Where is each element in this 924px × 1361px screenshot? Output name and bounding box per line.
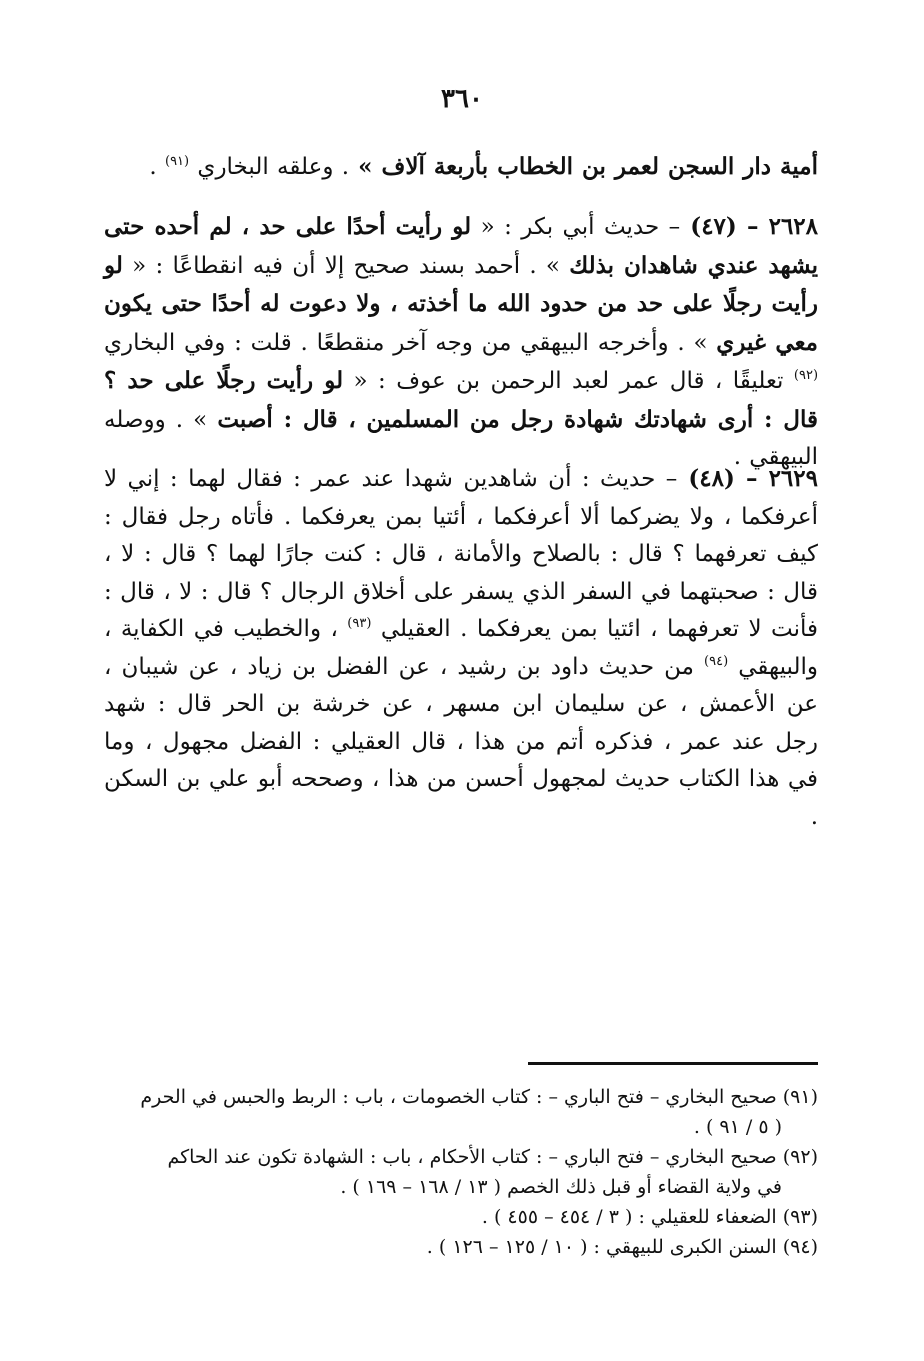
bold-text-run: ٢٦٢٨ – (٤٧) [680,213,819,240]
footnote-reference[interactable]: (٩١) [165,154,190,169]
footnote-text: (٩٣) الضعفاء للعقيلي : ( ٣ / ٤٥٤ – ٤٥٥ ) . [481,1206,818,1228]
footnote-continuation: في ولاية القضاء أو قبل ذلك الخصم ( ١٣ / ١٦٨ – ١٦٩ ) . [340,1176,782,1198]
bold-text-run: ٢٦٢٩ – (٤٨) [677,465,818,492]
paragraph-hadith-2629 [104,460,818,836]
text-run: . وعلقه البخاري [189,154,350,180]
footnote-reference[interactable]: (٩٤) [704,653,729,669]
text-run: – حديث أبي بكر : « [471,214,681,240]
footnote-reference[interactable]: (٩٣) [347,616,372,631]
footnote-91 [104,1082,818,1142]
text-run: من حديث داود بن رشيد ، عن الفضل بن زياد ، عن شيبان ، عن الأعمش ، عن سليمان ابن مسهر ، عن خرشة بن الحر قال : شهد رجل عند عمر ، فذكره أتم من هذا ، قال العقيلي : الفضل مجهول ، وما في هذا الكتاب حديث لمجهول أحسن من هذا ، وصححه أبو علي بن السكن . [104,653,818,830]
footnotes [104,1082,818,1262]
footnote-separator [528,1062,818,1065]
text-run: » . وأخرجه البيهقي من وجه آخر منقطعًا . قلت : وفي البخاري [104,329,717,356]
footnote-text: (٩٢) صحيح البخاري – فتح الباري – : كتاب الأحكام ، باب : الشهادة تكون عند الحاكم [167,1146,818,1168]
text-run: » . ووصله البيهقي . [104,406,818,470]
bold-text-run: لو رأيت رجلًا على حد من حدود الله ما أخذته ، ولا دعوت له أحدًا حتى يكون معي غيري [104,251,818,356]
page-number: ٣٦٠ [441,84,483,114]
footnote-text: (٩١) صحيح البخاري – فتح الباري – : كتاب الخصومات ، باب : الربط والحبس في الحرم [140,1086,818,1108]
text-run: . [149,154,165,180]
text-run: ، والخطيب في الكفاية ، والبيهقي [104,616,819,680]
bold-text-run: لو رأيت أحدًا على حد ، لم أحده حتى يشهد عندي شاهدان بذلك [104,213,818,279]
footnote-reference[interactable]: (٩٢) [793,368,819,383]
text-run: – حديث : أن شاهدين شهدا عند عمر : فقال لهما : إني لا أعرفكما ، ولا يضركما ألا أعرفكما ، أئتيا بمن يعرفكما . فأتاه رجل فقال : كيف تعرفهما ؟ قال : بالصلاح والأمانة ، قال : كنت جارًا لهما ؟ قال : لا ، قال : صحبتهما في السفر الذي يسفر على أخلاق الرجال ؟ قال : لا ، قال : فأنت لا تعرفهما ، ائتيا بمن يعرفكما . العقيلي [104,466,818,642]
footnote-92 [104,1142,818,1202]
paragraph-continuation [104,148,818,187]
footnote-continuation: ( ٥ / ٩١ ) . [693,1116,782,1138]
footnote-93 [104,1202,818,1232]
text-run: » . أحمد بسند صحيح إلا أن فيه انقطاعًا : « [122,252,570,279]
footnote-94 [104,1232,818,1262]
footnote-text: (٩٤) السنن الكبرى للبيهقي : ( ١٠ / ١٢٥ – ١٢٦ ) . [426,1236,818,1258]
paragraph-hadith-2628 [104,208,818,477]
text-run: تعليقًا ، قال عمر لعبد الرحمن بن عوف : « [343,368,794,394]
bold-text-run: لو رأيت رجلًا على حد ؟ قال : أرى شهادتك شهادة رجل من المسلمين ، قال : أصبت [104,367,818,433]
bold-text-run: أمية دار السجن لعمر بن الخطاب بأربعة آلاف » [349,153,818,180]
